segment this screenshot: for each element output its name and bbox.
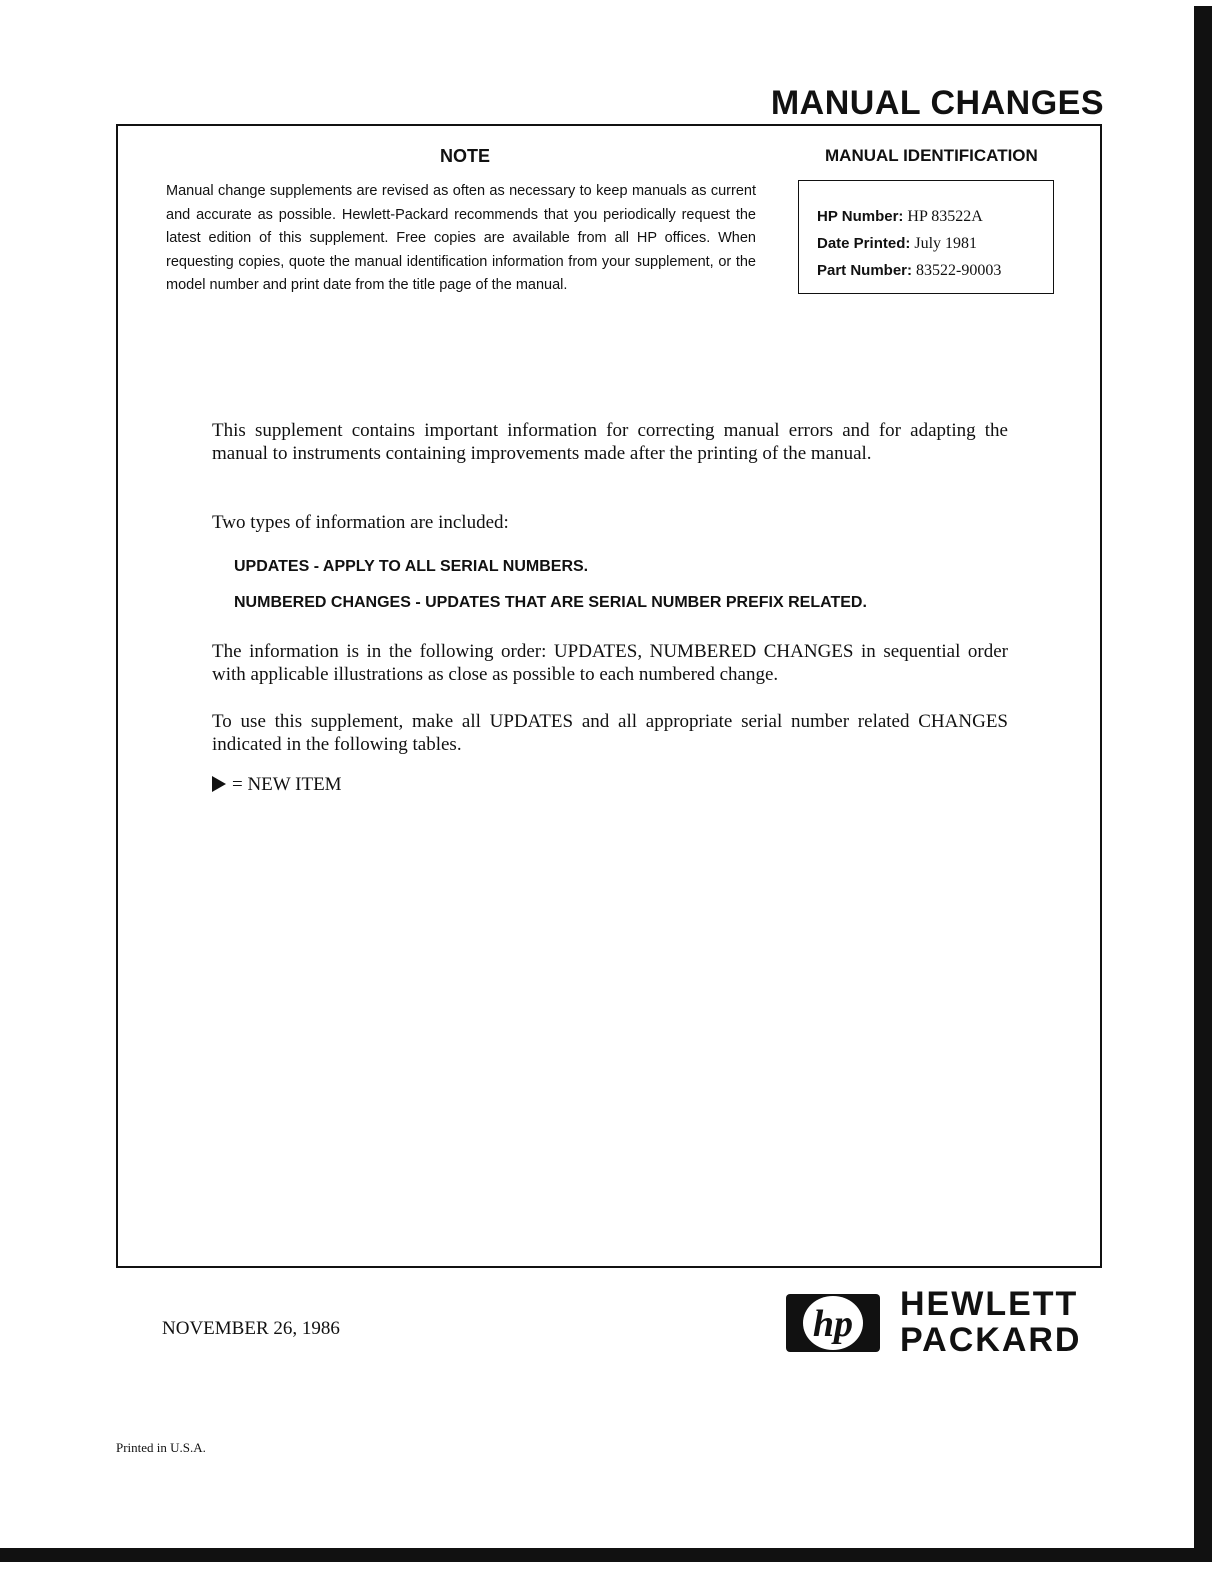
- new-item-legend: [212, 774, 342, 796]
- use-paragraph: To use this supplement, make all UPDATES and all appropriate serial number related CHANGES indicated in the following tables.: [212, 711, 1008, 755]
- part-number-label: Part Number:: [817, 262, 913, 279]
- hp-number-value: HP 83522A: [907, 208, 983, 225]
- date-printed-value: July 1981: [914, 235, 978, 252]
- hp-number-row: [817, 203, 1053, 230]
- hp-logo-icon: [778, 1290, 884, 1356]
- scan-edge-bottom: [0, 1548, 1212, 1562]
- types-intro: Two types of information are included:: [212, 512, 509, 533]
- manual-identification-box: [798, 180, 1054, 294]
- printed-in-usa: Printed in U.S.A.: [116, 1440, 206, 1455]
- note-text: Manual change supplements are revised as often as necessary to keep manuals as current and accurate as possible. Hewlett-Packard recommends that you periodically request the latest edition of this supplement. Free copies are available from all HP offices. When requesting copies, quote the manual identification information from your supplement, or the model number and print date from the title page of the manual.: [166, 183, 756, 293]
- part-number-row: [817, 257, 1053, 284]
- page-title: MANUAL CHANGES: [770, 84, 1104, 122]
- new-item-triangle-icon: [212, 776, 226, 792]
- manual-identification-heading: MANUAL IDENTIFICATION: [825, 146, 1038, 165]
- note-heading: NOTE: [440, 146, 491, 166]
- numbered-changes-line: NUMBERED CHANGES - UPDATES THAT ARE SERIAL NUMBER PREFIX RELATED.: [234, 594, 867, 611]
- part-number-value: 83522-90003: [916, 262, 1002, 279]
- hp-logo-mark-text: hp: [812, 1303, 854, 1345]
- order-paragraph: The information is in the following order: UPDATES, NUMBERED CHANGES in sequential order with applicable illustrations as close as possible to each numbered change.: [212, 641, 1008, 685]
- new-item-label: = NEW ITEM: [232, 774, 342, 795]
- updates-line: UPDATES - APPLY TO ALL SERIAL NUMBERS.: [234, 558, 589, 575]
- scan-edge-right: [1194, 6, 1212, 1562]
- hp-number-label: HP Number:: [817, 208, 904, 225]
- hp-logo-wordmark: [900, 1286, 1081, 1358]
- logo-line-packard: PACKARD: [900, 1321, 1082, 1359]
- date-printed-row: [817, 230, 1053, 257]
- date-printed-label: Date Printed:: [817, 235, 911, 252]
- publication-date: NOVEMBER 26, 1986: [162, 1318, 340, 1339]
- intro-paragraph: This supplement contains important information for correcting manual errors and for adapting the manual to instruments containing improvements made after the printing of the manual.: [212, 420, 1008, 464]
- logo-line-hewlett: HEWLETT: [900, 1285, 1079, 1323]
